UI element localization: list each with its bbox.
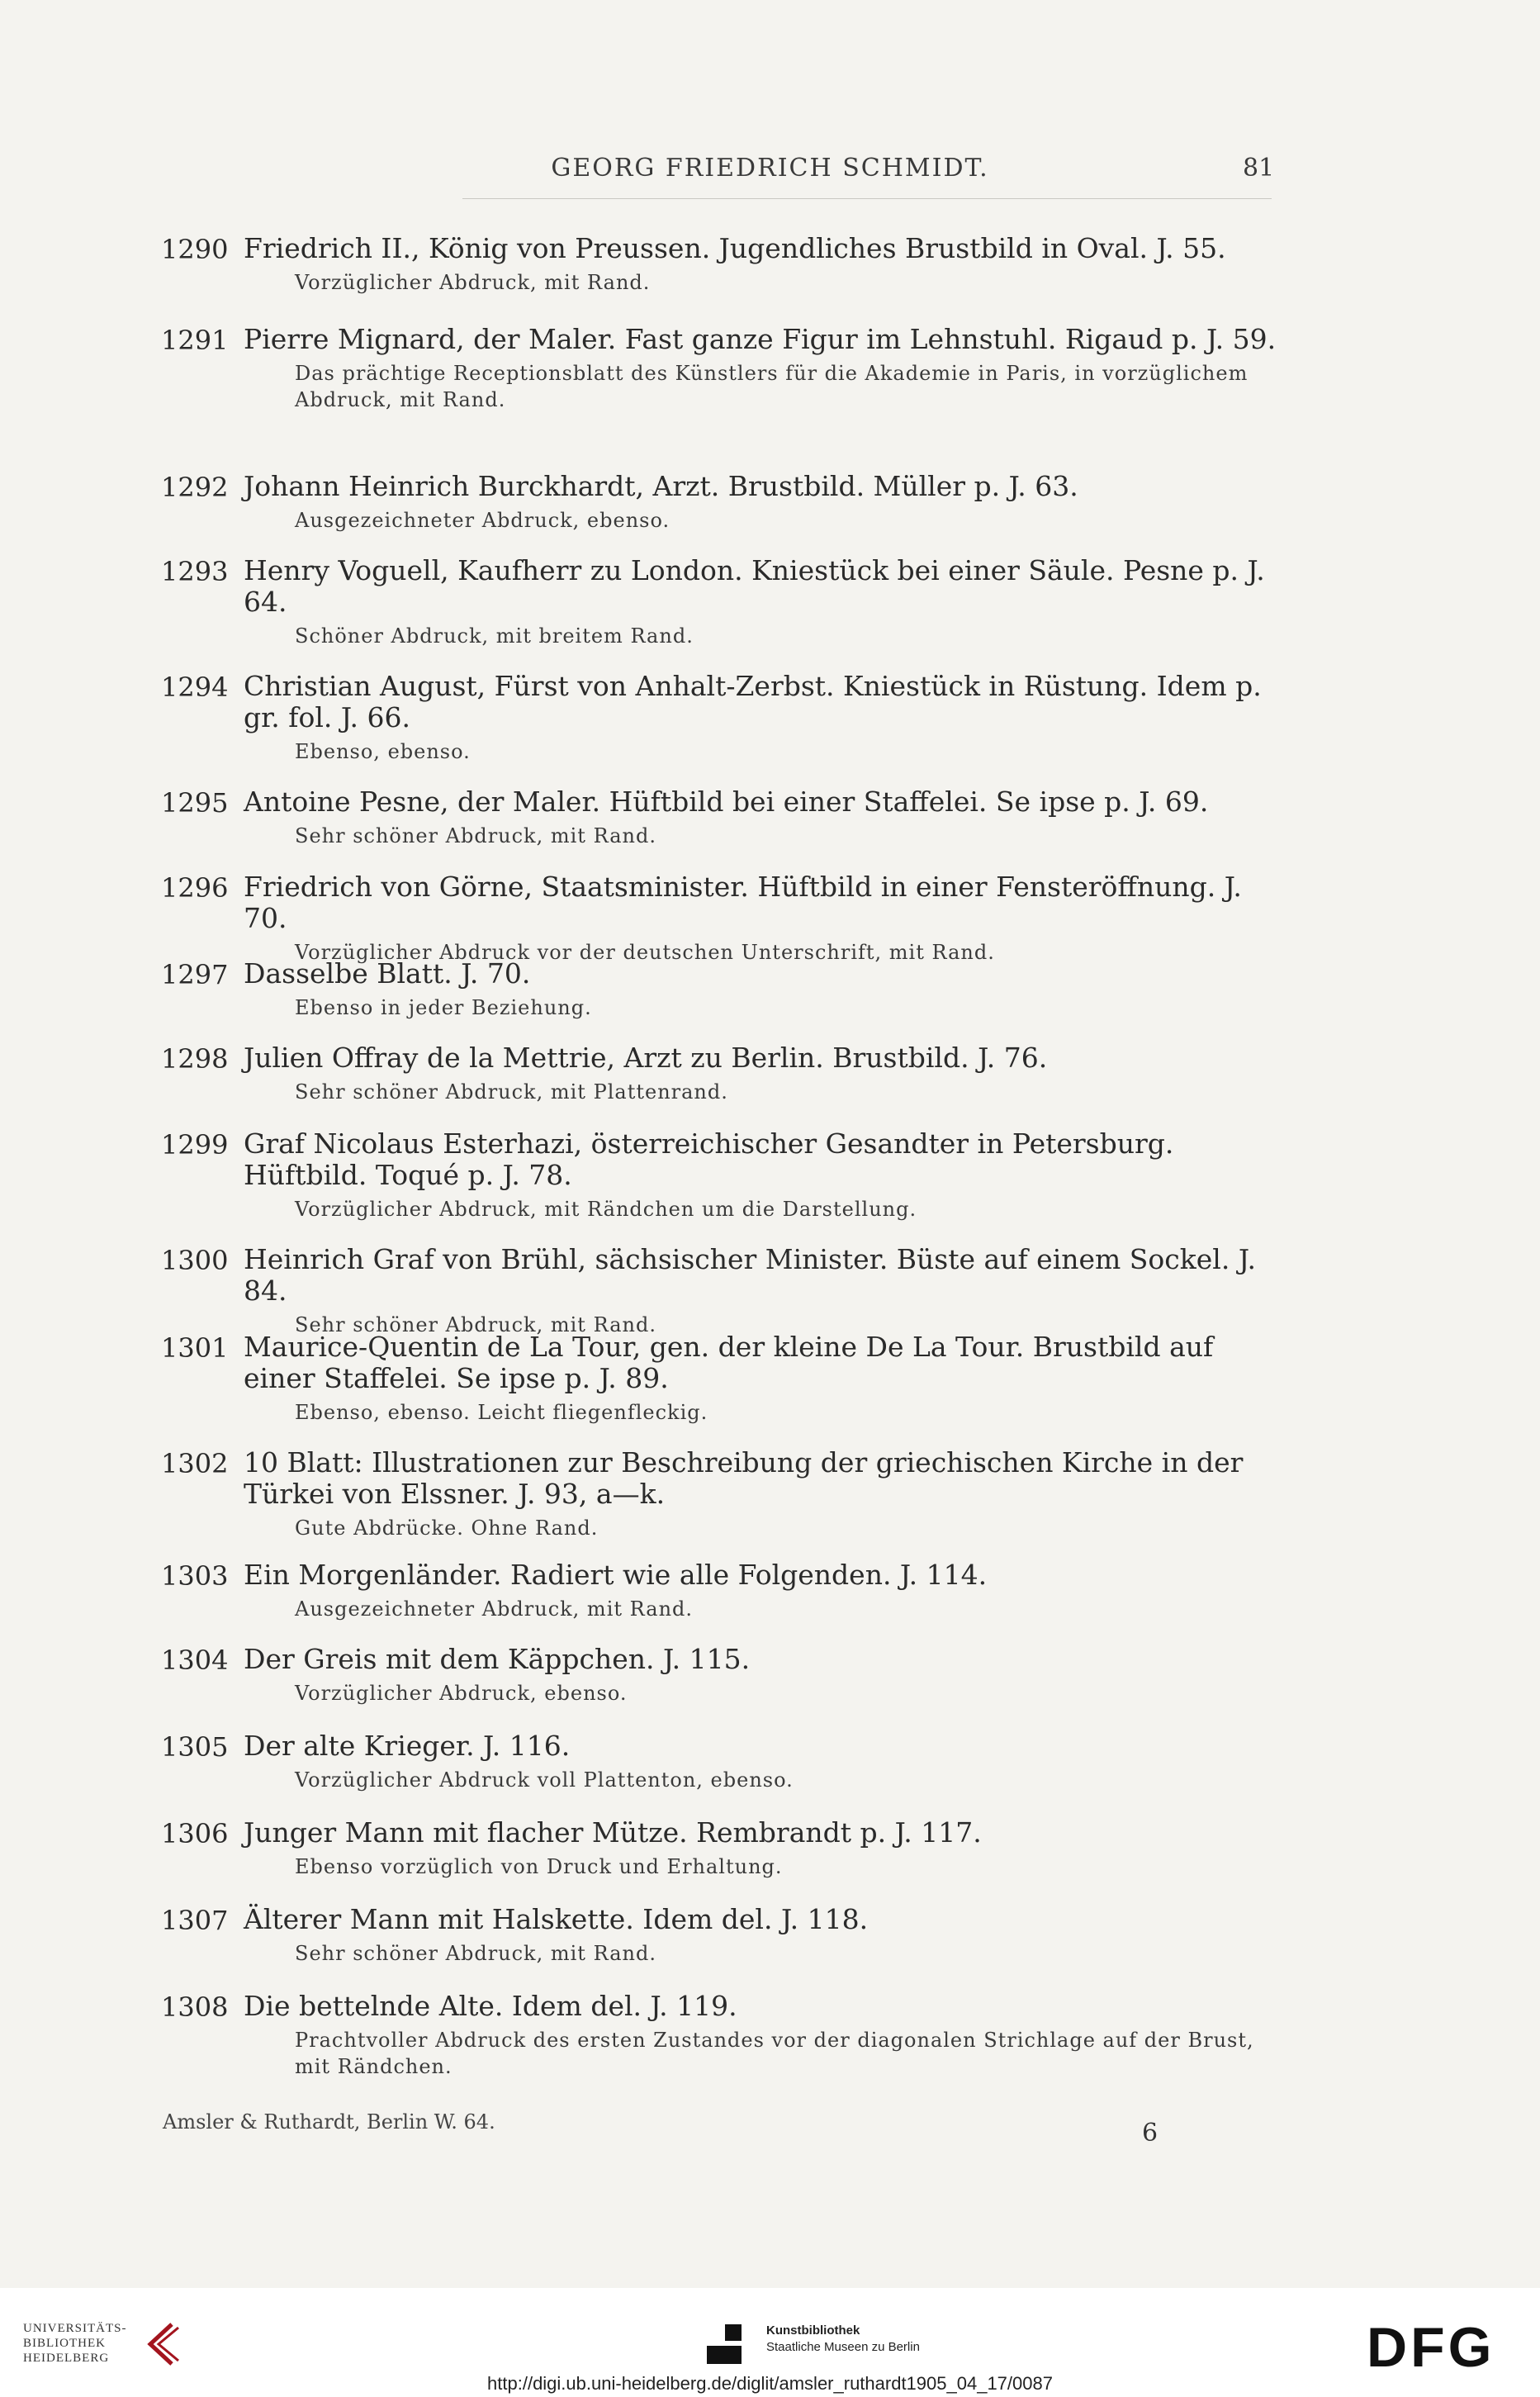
catalog-entry-1301	[161, 1331, 1284, 1426]
lot-description: Die bettelnde Alte. Idem del. J. 119.	[244, 1990, 737, 2022]
kb-subtitle: Staatliche Museen zu Berlin	[766, 2340, 920, 2354]
lot-condition-note: Vorzüglicher Abdruck voll Plattenton, ebenso.	[295, 1768, 794, 1792]
lot-number: 1298	[161, 1043, 229, 1075]
catalog-entry-1295	[161, 786, 1284, 849]
lot-description: Christian August, Fürst von Anhalt-Zerbst. Kniestück in Rüstung. Idem p. gr. fol. J. 66.	[244, 670, 1262, 733]
lot-number: 1291	[161, 325, 229, 356]
lot-condition-note: Gute Abdrücke. Ohne Rand.	[295, 1517, 599, 1540]
permalink-url[interactable]: http://digi.ub.uni-heidelberg.de/diglit/amsler_ruthardt1905_04_17/0087	[487, 2373, 1053, 2394]
catalog-entry-1307	[161, 1904, 1284, 1967]
catalog-entry-1306	[161, 1817, 1284, 1880]
lot-number: 1297	[161, 959, 229, 990]
catalog-entry-1296	[161, 871, 1284, 966]
lot-number: 1293	[161, 556, 229, 587]
lot-condition-note: Ausgezeichneter Abdruck, ebenso.	[295, 509, 670, 532]
catalog-entry-1305	[161, 1730, 1284, 1793]
lot-condition-note: Prachtvoller Abdruck des ersten Zustandes vor der diagonalen Strichlage auf der Brust, mit Rändchen.	[295, 2029, 1254, 2078]
bottom-credit-bar	[0, 2288, 1540, 2397]
dfg-logo-icon[interactable]: DFG	[1367, 2316, 1495, 2379]
library-logo-line: BIBLIOTHEK	[23, 2337, 106, 2350]
lot-condition-note: Das prächtige Receptionsblatt des Künstlers für die Akademie in Paris, in vorzüglichem Abdruck, mit Rand.	[295, 362, 1249, 411]
lot-description: Henry Voguell, Kaufherr zu London. Kniestück bei einer Säule. Pesne p. J. 64.	[244, 554, 1265, 618]
lot-number: 1303	[161, 1560, 229, 1592]
lot-number: 1292	[161, 472, 229, 503]
lot-number: 1305	[161, 1731, 229, 1763]
university-library-logo[interactable]	[23, 2321, 127, 2366]
lot-description: Pierre Mignard, der Maler. Fast ganze Figur im Lehnstuhl. Rigaud p. J. 59.	[244, 323, 1277, 355]
lot-number: 1295	[161, 787, 229, 819]
library-logo-line: HEIDELBERG	[23, 2352, 110, 2365]
lot-description: Antoine Pesne, der Maler. Hüftbild bei einer Staffelei. Se ipse p. J. 69.	[244, 786, 1209, 818]
lot-description: Dasselbe Blatt. J. 70.	[244, 957, 531, 990]
lot-condition-note: Sehr schöner Abdruck, mit Rand.	[295, 1313, 656, 1336]
lot-number: 1290	[161, 234, 229, 265]
library-logo-line: UNIVERSITÄTS-	[23, 2322, 127, 2335]
catalog-entry-1300	[161, 1244, 1284, 1338]
lot-description: Graf Nicolaus Esterhazi, österreichischer Gesandter in Petersburg. Hüftbild. Toqué p. J. 78.	[244, 1127, 1174, 1191]
lot-condition-note: Ebenso, ebenso. Leicht fliegenfleckig.	[295, 1401, 708, 1424]
catalog-entry-1298	[161, 1042, 1284, 1105]
lot-condition-note: Vorzüglicher Abdruck, ebenso.	[295, 1682, 628, 1705]
lot-condition-note: Schöner Abdruck, mit breitem Rand.	[295, 624, 694, 648]
lot-number: 1304	[161, 1645, 229, 1676]
lot-description: Maurice-Quentin de La Tour, gen. der kleine De La Tour. Brustbild auf einer Staffelei. Se ipse p. J. 89.	[244, 1331, 1214, 1394]
lot-number: 1301	[161, 1332, 229, 1364]
catalog-entry-1292	[161, 471, 1284, 534]
catalog-entry-1303	[161, 1559, 1284, 1622]
catalog-entry-1302	[161, 1447, 1284, 1541]
lot-description: Ein Morgenländer. Radiert wie alle Folgenden. J. 114.	[244, 1559, 988, 1591]
page-number: 81	[1243, 154, 1275, 183]
lot-number: 1300	[161, 1245, 229, 1276]
lot-description: Älterer Mann mit Halskette. Idem del. J. 118.	[244, 1903, 869, 1935]
lot-description: Junger Mann mit flacher Mütze. Rembrandt p. J. 117.	[244, 1816, 982, 1849]
catalog-entry-1304	[161, 1644, 1284, 1706]
university-library-logo-icon	[139, 2319, 188, 2369]
catalog-entry-1297	[161, 958, 1284, 1021]
catalog-entry-1291	[161, 324, 1284, 413]
catalog-entry-1294	[161, 671, 1284, 765]
lot-description: 10 Blatt: Illustrationen zur Beschreibung der griechischen Kirche in der Türkei von Elssner. J. 93, a—k.	[244, 1446, 1244, 1510]
lot-description: Julien Offray de la Mettrie, Arzt zu Berlin. Brustbild. J. 76.	[244, 1042, 1048, 1074]
lot-description: Friedrich II., König von Preussen. Jugendliches Brustbild in Oval. J. 55.	[244, 232, 1226, 264]
kunstbibliothek-logo-icon	[704, 2321, 751, 2369]
kunstbibliothek-logo[interactable]	[766, 2323, 920, 2356]
catalog-entry-1293	[161, 555, 1284, 649]
lot-condition-note: Vorzüglicher Abdruck vor der deutschen Unterschrift, mit Rand.	[295, 941, 995, 964]
signature-mark: 6	[1142, 2119, 1159, 2148]
running-title: GEORG FRIEDRICH SCHMIDT.	[551, 154, 989, 183]
kb-name: Kunstbibliothek	[766, 2323, 860, 2338]
lot-condition-note: Sehr schöner Abdruck, mit Rand.	[295, 1942, 656, 1965]
lot-number: 1306	[161, 1818, 229, 1849]
catalog-entry-1308	[161, 1991, 1284, 2080]
lot-condition-note: Ebenso, ebenso.	[295, 740, 471, 763]
lot-condition-note: Ausgezeichneter Abdruck, mit Rand.	[295, 1597, 694, 1621]
lot-number: 1308	[161, 1991, 229, 2023]
lot-condition-note: Sehr schöner Abdruck, mit Rand.	[295, 824, 656, 847]
lot-description: Heinrich Graf von Brühl, sächsischer Minister. Büste auf einem Sockel. J. 84.	[244, 1243, 1256, 1307]
publisher-imprint: Amsler & Ruthardt, Berlin W. 64.	[163, 2110, 495, 2134]
lot-description: Johann Heinrich Burckhardt, Arzt. Brustbild. Müller p. J. 63.	[244, 470, 1078, 502]
lot-description: Friedrich von Görne, Staatsminister. Hüftbild in einer Fensteröffnung. J. 70.	[244, 871, 1242, 934]
lot-number: 1302	[161, 1448, 229, 1479]
lot-condition-note: Vorzüglicher Abdruck, mit Rändchen um die Darstellung.	[295, 1198, 917, 1221]
lot-number: 1294	[161, 672, 229, 703]
header-rule	[462, 198, 1272, 199]
lot-condition-note: Ebenso in jeder Beziehung.	[295, 996, 592, 1019]
lot-condition-note: Ebenso vorzüglich von Druck und Erhaltung.	[295, 1855, 783, 1878]
lot-condition-note: Sehr schöner Abdruck, mit Plattenrand.	[295, 1080, 728, 1104]
lot-number: 1307	[161, 1905, 229, 1936]
catalog-entry-1290	[161, 233, 1284, 296]
lot-number: 1296	[161, 872, 229, 904]
lot-description: Der Greis mit dem Käppchen. J. 115.	[244, 1643, 751, 1675]
catalog-entry-1299	[161, 1128, 1284, 1222]
lot-condition-note: Vorzüglicher Abdruck, mit Rand.	[295, 271, 651, 294]
lot-number: 1299	[161, 1129, 229, 1161]
lot-description: Der alte Krieger. J. 116.	[244, 1730, 571, 1762]
